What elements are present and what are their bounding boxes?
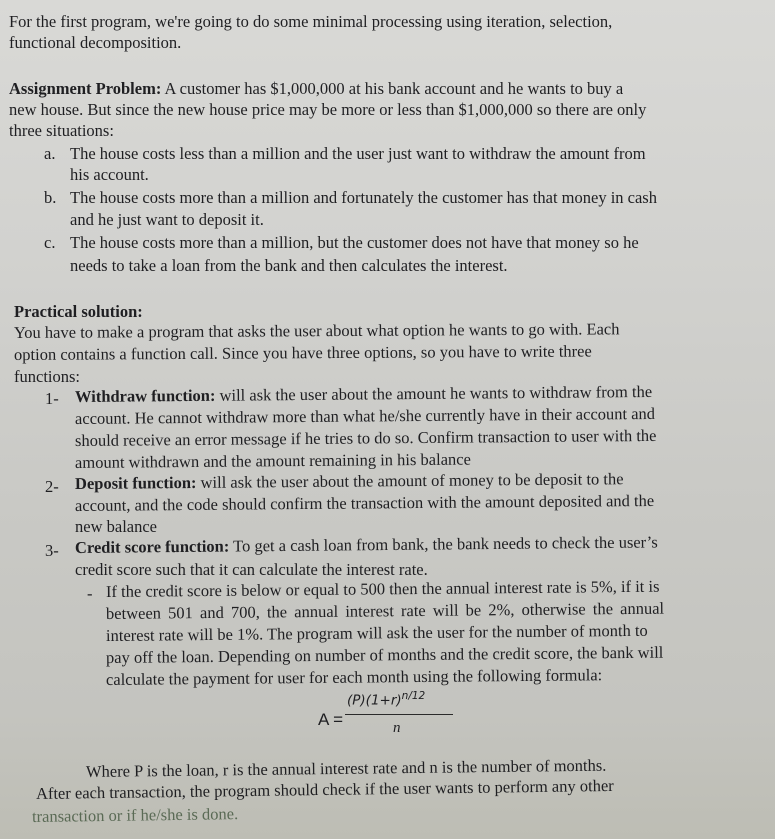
formula-lhs: A = xyxy=(318,710,344,729)
intro-line-2: functional decomposition. xyxy=(9,33,182,52)
formula-denominator: n xyxy=(393,720,401,736)
function-1-line-2: account. He cannot withdraw more than what he/she currently have in their account and xyxy=(74,403,656,428)
bullet-line-4: pay off the loan. Depending on number of months and the credit score, the bank will xyxy=(105,642,664,667)
function-1-line-1-rest: will ask the user about the amount he wants to withdraw from the xyxy=(215,381,653,405)
formula-exponent: n/12 xyxy=(401,690,426,702)
situation-b-line-1: The house costs more than a million and fortunately the customer has that money in cash xyxy=(70,188,657,207)
situation-c-line-2: needs to take a loan from the bank and then calculates the interest. xyxy=(70,256,508,275)
formula-numerator xyxy=(347,690,425,709)
bullet-line-5: calculate the payment for user for each month using the following formula: xyxy=(105,665,603,689)
practical-line-3: functions: xyxy=(14,367,80,386)
formula-fraction-bar xyxy=(345,714,453,715)
assignment-heading: Assignment Problem: xyxy=(9,79,162,98)
bullet-dash: - xyxy=(87,584,93,603)
closing-line-2: After each transaction, the program should check if the user wants to perform any other xyxy=(35,775,614,803)
assignment-line-3: three situations: xyxy=(9,121,114,140)
function-1-line-4: amount withdrawn and the amount remaining in his balance xyxy=(74,449,471,472)
function-1-name: Withdraw function: xyxy=(74,385,216,406)
function-2-line-3: new balance xyxy=(75,517,157,536)
practical-line-2: option contains a function call. Since you have three options, so you have to write three xyxy=(13,341,592,364)
function-3-line-2: credit score such that it can calculate the interest rate. xyxy=(75,560,428,579)
situation-a-line-2: his account. xyxy=(70,165,149,184)
function-3-name: Credit score function: xyxy=(74,536,230,557)
function-2-name: Deposit function: xyxy=(74,472,197,493)
bullet-line-1: If the credit score is below or equal to 500 then the annual interest rate is 5%, if it is xyxy=(105,576,660,601)
assignment-paragraph-line-1 xyxy=(9,79,623,99)
situation-c-label: c. xyxy=(44,233,56,252)
function-2-line-2: account, and the code should confirm the transaction with the amount deposited and the xyxy=(74,490,655,515)
situation-a-label: a. xyxy=(44,144,56,163)
situation-b-label: b. xyxy=(44,188,57,207)
function-3-number: 3- xyxy=(45,541,59,560)
closing-line-3: transaction or if he/she is done. xyxy=(31,804,239,826)
function-2-line-1-rest: will ask the user about the amount of money to be deposit to the xyxy=(196,469,624,492)
function-1-line-1 xyxy=(75,382,652,407)
function-1-number: 1- xyxy=(45,389,59,408)
bullet-line-3: interest rate will be 1%. The program will ask the user for the number of month to xyxy=(105,620,648,645)
practical-line-1: You have to make a program that asks the user about what option he wants to go with. Each xyxy=(13,319,620,342)
function-3-line-1 xyxy=(75,532,658,558)
function-2-number: 2- xyxy=(45,477,59,496)
function-1-line-3: should receive an error message if he tries to do so. Confirm transaction to user with the xyxy=(74,425,657,450)
situation-b-line-2: and he just want to deposit it. xyxy=(70,210,264,229)
function-2-line-1 xyxy=(75,469,624,494)
assignment-line-2: new house. But since the new house price may be more or less than $1,000,000 so there are only xyxy=(9,100,647,119)
intro-line-1: For the first program, we're going to do some minimal processing using iteration, selection, xyxy=(9,12,613,31)
situation-a-line-1: The house costs less than a million and the user just want to withdraw the amount from xyxy=(70,144,646,163)
bullet-line-2: between 501 and 700, the annual interest rate will be 2%, otherwise the annual xyxy=(105,598,665,623)
closing-line-1: Where P is the loan, r is the annual interest rate and n is the number of months. xyxy=(85,755,607,781)
formula-numerator-base: (P)(1+r) xyxy=(347,692,402,709)
practical-heading: Practical solution: xyxy=(14,302,143,321)
assignment-line-1-rest: A customer has $1,000,000 at his bank account and he wants to buy a xyxy=(161,79,624,98)
function-3-line-1-rest: To get a cash loan from bank, the bank needs to check the user’s xyxy=(229,532,658,556)
payment-formula xyxy=(318,690,478,750)
situation-c-line-1: The house costs more than a million, but the customer does not have that money so he xyxy=(70,233,639,252)
